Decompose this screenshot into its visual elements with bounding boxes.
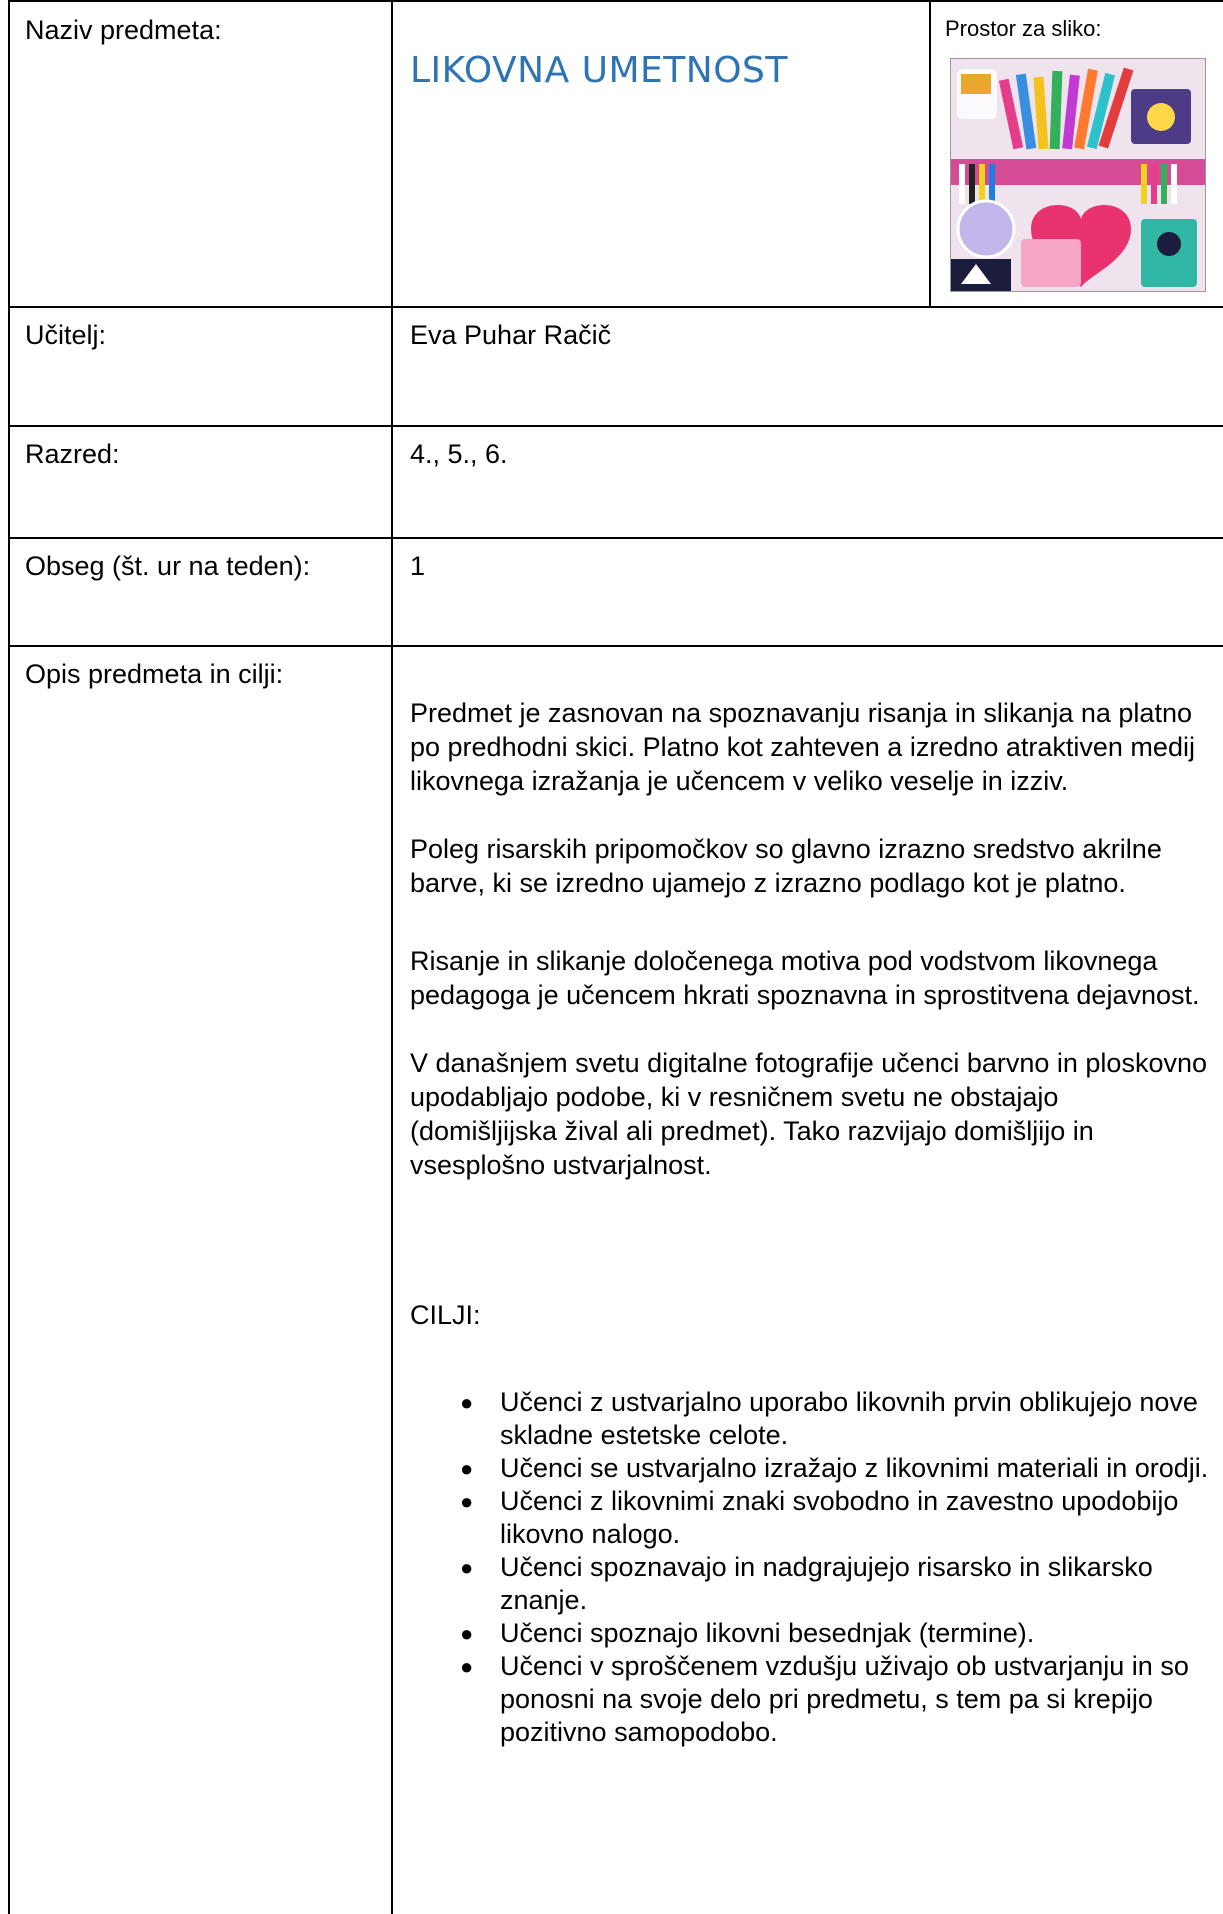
hours-value: 1 — [410, 551, 426, 581]
goal-item — [410, 1551, 1210, 1617]
row-divider-2 — [8, 425, 1223, 427]
grade-value: 4., 5., 6. — [410, 439, 508, 469]
goals-list — [410, 1386, 1210, 1749]
image-cell-border — [929, 0, 931, 307]
goal-item — [410, 1650, 1210, 1749]
goal-text: Učenci v sproščenem vzdušju uživajo ob ustvarjanju in so ponosni na svoje delo pri predmetu, s tem pa si krepijo pozitivno samopodobo. — [500, 1651, 1189, 1747]
description-label: Opis predmeta in cilji: — [25, 659, 284, 689]
bullet-icon: ● — [460, 1456, 474, 1481]
goal-item — [410, 1485, 1210, 1551]
goal-item — [410, 1386, 1210, 1452]
bullet-icon: ● — [460, 1621, 474, 1646]
teacher-value: Eva Puhar Račič — [410, 320, 612, 350]
image-label: Prostor za sliko: — [945, 16, 1102, 41]
hours-label: Obseg (št. ur na teden): — [25, 551, 311, 581]
table-border-left — [8, 0, 10, 1914]
description-paragraph: V današnjem svetu digitalne fotografije učenci barvno in ploskovno upodabljajo podobe, ki v resničnem svetu ne obstajajo (domišljijska žival ali predmet). Tako razvijajo domišljijo in vsesplošno ustvarjalnost. — [410, 1048, 1207, 1180]
grade-label: Razred: — [25, 439, 120, 469]
markers-and-canvases-illustration — [951, 59, 1205, 291]
row-divider-1 — [8, 306, 1223, 308]
bullet-icon: ● — [460, 1489, 474, 1514]
goal-text: Učenci z ustvarjalno uporabo likovnih prvin oblikujejo nove skladne estetske celote. — [500, 1387, 1198, 1450]
row-divider-4 — [8, 645, 1223, 647]
goal-item — [410, 1617, 1210, 1650]
table-border-col-divider — [391, 0, 393, 1914]
subject-title: LIKOVNA UMETNOST — [410, 50, 788, 91]
row-divider-3 — [8, 537, 1223, 539]
bullet-icon: ● — [460, 1555, 474, 1580]
subject-label: Naziv predmeta: — [25, 15, 222, 45]
description-paragraph: Risanje in slikanje določenega motiva pod vodstvom likovnega pedagoga je učencem hkrati spoznavna in sprostitvena dejavnost. — [410, 946, 1200, 1010]
goal-item — [410, 1452, 1210, 1485]
teacher-label: Učitelj: — [25, 320, 107, 350]
table-border-top — [8, 0, 1223, 2]
goal-text: Učenci spoznavajo in nadgrajujejo risarsko in slikarsko znanje. — [500, 1552, 1153, 1615]
goals-heading: CILJI: — [410, 1300, 481, 1330]
description-paragraph: Poleg risarskih pripomočkov so glavno izrazno sredstvo akrilne barve, ki se izredno ujamejo z izrazno podlago kot je platno. — [410, 834, 1162, 898]
description-paragraph: Predmet je zasnovan na spoznavanju risanja in slikanja na platno po predhodni skici. Platno kot zahteven a izredno atraktiven medij likovnega izražanja je učencem v veliko veselje in izziv. — [410, 698, 1195, 796]
goal-text: Učenci z likovnimi znaki svobodno in zavestno upodobijo likovno nalogo. — [500, 1486, 1179, 1549]
subject-photo — [950, 58, 1206, 292]
goal-text: Učenci se ustvarjalno izražajo z likovnimi materiali in orodji. — [500, 1453, 1209, 1483]
bullet-icon: ● — [460, 1390, 474, 1415]
bullet-icon: ● — [460, 1654, 474, 1679]
goal-text: Učenci spoznajo likovni besednjak (termine). — [500, 1618, 1035, 1648]
